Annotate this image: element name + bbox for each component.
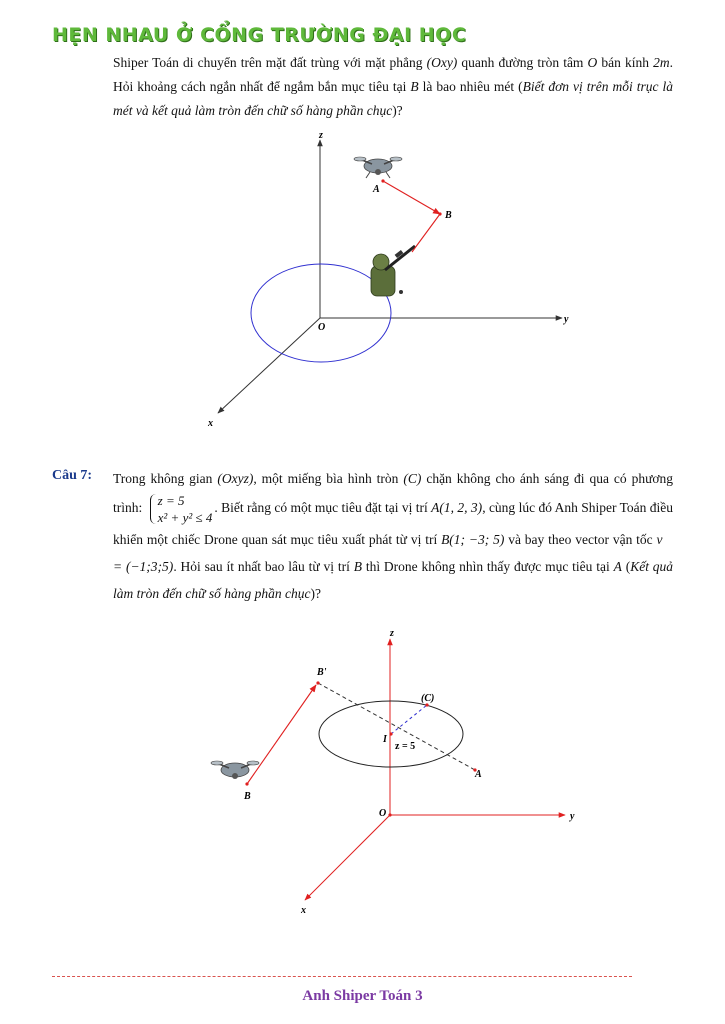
fig2-label-x: x — [301, 905, 306, 916]
p6-radius: 2m — [653, 55, 670, 70]
p7-note: Kết quả làm tròn đến chữ số hàng phần chục — [113, 559, 674, 601]
fig1-label-y: y — [564, 314, 569, 325]
fig1-point-a — [381, 179, 384, 182]
p7-eq-2: x² + y² ≤ 4 — [157, 510, 213, 525]
p6-text-6: là bao nhiêu mét ( — [422, 79, 523, 94]
fig1-x-axis — [218, 318, 320, 413]
fig1-point-b — [438, 212, 441, 215]
figure2-diagram — [195, 625, 595, 920]
fig1-label-o: O — [318, 322, 326, 333]
soldier-icon — [371, 246, 415, 296]
fig2-label-plane: z = 5 — [395, 741, 416, 752]
p7-point-b: B(1; −3; 5) — [441, 532, 505, 547]
p6-plane: (Oxy) — [426, 55, 458, 70]
fig2-label-z: z — [390, 628, 394, 639]
p7-text-8: thì Drone không nhìn thấy được mục tiêu tại — [365, 559, 610, 574]
p7-text-9: ( — [625, 559, 631, 574]
p7-text-2: , một miếng bìa hình tròn — [253, 471, 399, 486]
p7-text-7: . Hỏi sau ít nhất bao lâu từ vị trí — [173, 559, 350, 574]
fig2-label-a: A — [475, 769, 482, 780]
page-header-title: HẸN NHAU Ở CỔNG TRƯỜNG ĐẠI HỌC — [52, 24, 467, 46]
p7-circle: (C) — [403, 471, 422, 486]
p7-equation-system — [148, 492, 213, 526]
fig2-segment-bprime-a — [318, 683, 475, 770]
fig2-point-bprime — [316, 681, 319, 684]
fig2-label-b: B — [244, 791, 251, 802]
p6-text-1: Shiper Toán di chuyển trên mặt đất trùng với mặt phẳng — [113, 55, 423, 70]
p7-text-3: chặn không cho ánh sáng đi qua có phương trình: — [113, 471, 674, 516]
fig2-label-i: I — [383, 734, 387, 745]
p6-note: Biết đơn vị trên mỗi trục là mét và kết quả làm tròn đến chữ số hàng phần chục — [113, 79, 673, 118]
p7-text-4: . Biết rằng có một mục tiêu đặt tại vị trí — [214, 500, 428, 516]
p7-text-10: )? — [310, 586, 321, 601]
fig2-label-c: (C) — [421, 693, 435, 704]
p7-space: (Oxyz) — [217, 471, 254, 486]
fig1-segment-b-shooter — [412, 214, 440, 252]
fig2-point-i — [389, 732, 392, 735]
footer-divider — [52, 976, 632, 977]
fig2-point-b — [245, 782, 248, 785]
p6-text-4: kính — [625, 55, 650, 70]
p6-center: O — [587, 55, 598, 70]
p7-text-1: Trong không gian — [113, 471, 213, 486]
fig1-segment-ab — [383, 181, 440, 214]
problem6-text — [113, 51, 673, 123]
p7-b-name: B — [353, 559, 362, 574]
fig2-x-axis — [305, 815, 390, 900]
fig2-label-bprime: B' — [317, 667, 327, 678]
fig2-radius-ic — [391, 705, 427, 734]
p6-target: B — [410, 79, 419, 94]
fig2-label-y: y — [570, 811, 575, 822]
fig1-label-a: A — [373, 184, 380, 195]
fig2-label-o: O — [379, 808, 387, 819]
fig2-point-o — [388, 813, 391, 816]
p6-text-2: quanh đường tròn tâm — [461, 55, 584, 70]
p7-text-5: , cùng lúc đó Anh Shiper Toán điều khiển một chiếc Drone quan sát mục tiêu xuất phát từ vị trí — [113, 500, 674, 547]
drone-icon — [354, 157, 402, 178]
p7-eq-1: z = 5 — [157, 493, 185, 508]
p6-text-5: . Hỏi khoảng cách ngắn nhất để ngắm bắn mục tiêu tại — [113, 55, 674, 94]
figure1-diagram — [190, 128, 590, 433]
fig1-circle — [251, 264, 391, 362]
p7-point-a: A(1, 2, 3) — [431, 500, 483, 516]
p7-a-name: A — [613, 559, 622, 574]
problem7-text — [113, 465, 673, 607]
p6-text-3: bán — [601, 55, 621, 70]
fig1-label-x: x — [208, 418, 213, 429]
question-7-label: Câu 7: — [52, 468, 93, 483]
p6-text-7: )? — [392, 103, 403, 118]
p7-text-6: và bay theo vector vận tốc — [508, 532, 653, 547]
fig2-segment-b-bprime — [247, 685, 316, 784]
fig1-label-b: B — [445, 210, 452, 221]
page-footer: Anh Shiper Toán 3 — [302, 988, 423, 1004]
p7-velocity: v⃗ = (−1;3;5) — [113, 532, 674, 574]
fig1-label-z: z — [319, 130, 323, 141]
